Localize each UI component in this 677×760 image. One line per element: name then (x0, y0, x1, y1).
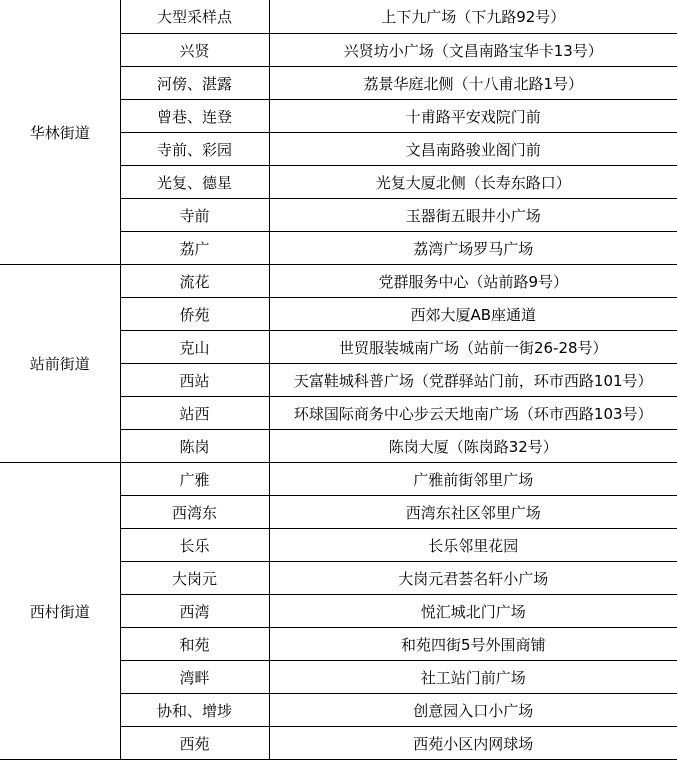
location-cell: 大岗元君荟名轩小广场 (269, 562, 677, 595)
street-cell: 华林街道 (0, 0, 120, 265)
area-cell: 光复、德星 (120, 166, 269, 199)
location-cell: 环球国际商务中心步云天地南广场（环市西路103号） (269, 397, 677, 430)
area-cell: 西苑 (120, 727, 269, 760)
area-cell: 和苑 (120, 628, 269, 661)
street-cell: 西村街道 (0, 463, 120, 760)
location-cell: 西湾东社区邻里广场 (269, 496, 677, 529)
location-cell: 和苑四街5号外围商铺 (269, 628, 677, 661)
area-cell: 流花 (120, 265, 269, 298)
area-cell: 湾畔 (120, 661, 269, 694)
location-cell: 十甫路平安戏院门前 (269, 100, 677, 133)
location-cell: 光复大厦北侧（长寿东路口） (269, 166, 677, 199)
location-cell: 兴贤坊小广场（文昌南路宝华卡13号） (269, 34, 677, 67)
location-cell: 长乐邻里花园 (269, 529, 677, 562)
location-cell: 西郊大厦AB座通道 (269, 298, 677, 331)
area-cell: 大岗元 (120, 562, 269, 595)
area-cell: 长乐 (120, 529, 269, 562)
location-cell: 玉器街五眼井小广场 (269, 199, 677, 232)
area-cell: 陈岗 (120, 430, 269, 463)
table-row (0, 463, 677, 496)
location-cell: 文昌南路骏业阁门前 (269, 133, 677, 166)
area-cell: 曾巷、连登 (120, 100, 269, 133)
location-cell: 党群服务中心（站前路9号） (269, 265, 677, 298)
location-cell: 荔湾广场罗马广场 (269, 232, 677, 265)
location-cell: 社工站门前广场 (269, 661, 677, 694)
area-cell: 西湾东 (120, 496, 269, 529)
area-cell: 侨苑 (120, 298, 269, 331)
area-cell: 大型采样点 (120, 0, 269, 34)
area-cell: 站西 (120, 397, 269, 430)
location-cell: 陈岗大厦（陈岗路32号） (269, 430, 677, 463)
table-row (0, 265, 677, 298)
area-cell: 荔广 (120, 232, 269, 265)
area-cell: 克山 (120, 331, 269, 364)
area-cell: 广雅 (120, 463, 269, 496)
location-cell: 世贸服装城南广场（站前一街26-28号） (269, 331, 677, 364)
location-cell: 西苑小区内网球场 (269, 727, 677, 760)
location-cell: 广雅前街邻里广场 (269, 463, 677, 496)
area-cell: 西站 (120, 364, 269, 397)
location-cell: 悦汇城北门广场 (269, 595, 677, 628)
area-cell: 兴贤 (120, 34, 269, 67)
area-cell: 河傍、湛露 (120, 67, 269, 100)
location-cell: 创意园入口小广场 (269, 694, 677, 727)
area-cell: 寺前、彩园 (120, 133, 269, 166)
table-row (0, 0, 677, 34)
area-cell: 寺前 (120, 199, 269, 232)
area-cell: 协和、增埗 (120, 694, 269, 727)
location-cell: 天富鞋城科普广场（党群驿站门前，环市西路101号） (269, 364, 677, 397)
area-cell: 西湾 (120, 595, 269, 628)
location-cell: 荔景华庭北侧（十八甫北路1号） (269, 67, 677, 100)
location-cell: 上下九广场（下九路92号） (269, 0, 677, 34)
street-cell: 站前街道 (0, 265, 120, 463)
